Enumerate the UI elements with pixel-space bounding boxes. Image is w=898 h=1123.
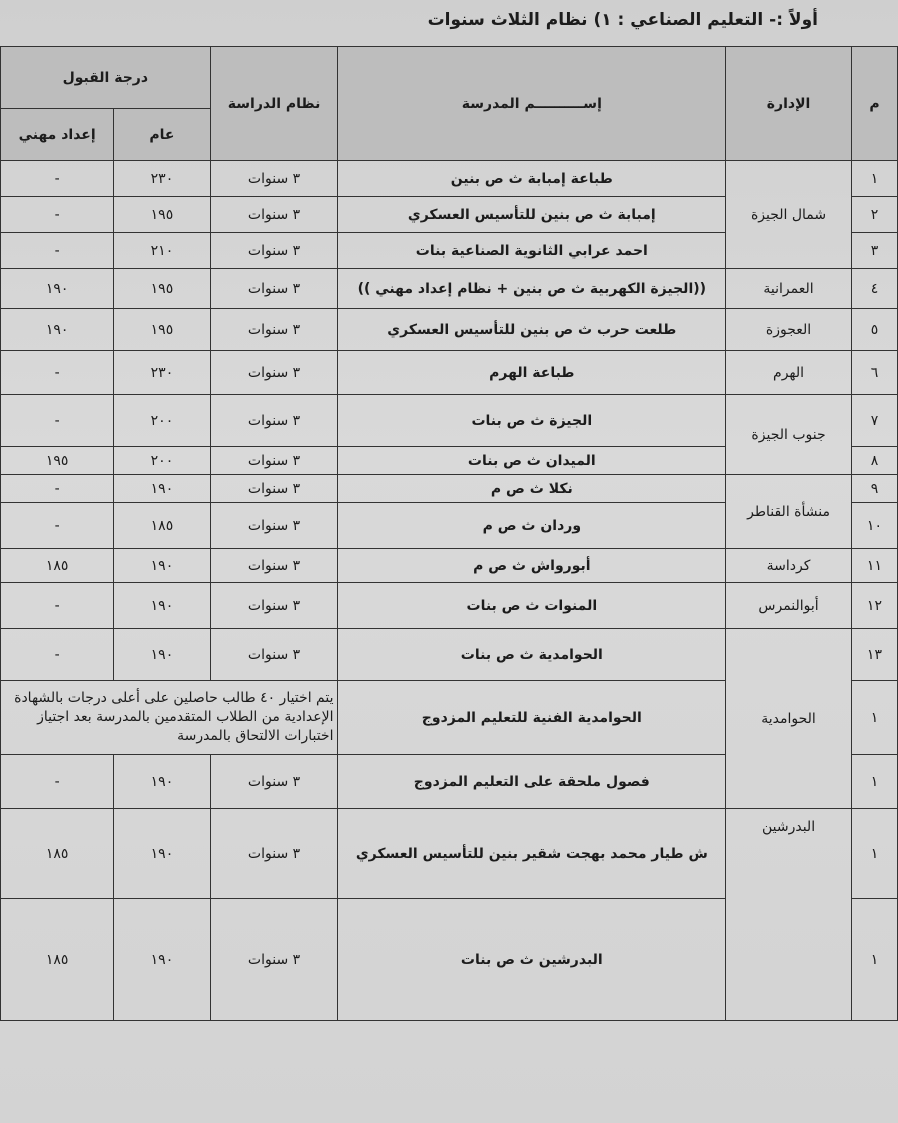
school-name: احمد عرابي الثانوية الصناعية بنات (338, 233, 726, 269)
row-num: ١ (851, 161, 897, 197)
row-num: ٤ (851, 269, 897, 309)
grade-prep: - (1, 629, 114, 681)
admin-cell: العجوزة (726, 309, 852, 351)
grade-general: ١٩٠ (114, 629, 210, 681)
school-name: طباعة إمبابة ث ص بنين (338, 161, 726, 197)
table-row (1, 475, 898, 503)
grade-general: ١٩٠ (114, 755, 210, 809)
grade-general: ٢٣٠ (114, 351, 210, 395)
school-name: البدرشين ث ص بنات (338, 899, 726, 1021)
study-system: ٣ سنوات (210, 475, 338, 503)
row-num: ١٣ (851, 629, 897, 681)
school-name: الجيزة ث ص بنات (338, 395, 726, 447)
row-num: ١ (851, 755, 897, 809)
grade-prep: - (1, 197, 114, 233)
study-system: ٣ سنوات (210, 233, 338, 269)
header-system: نظام الدراسة (210, 47, 338, 161)
school-name: أبورواش ث ص م (338, 549, 726, 583)
row-num: ٣ (851, 233, 897, 269)
study-system: ٣ سنوات (210, 629, 338, 681)
school-name: الميدان ث ص بنات (338, 447, 726, 475)
grade-prep: - (1, 503, 114, 549)
school-name: طباعة الهرم (338, 351, 726, 395)
study-system: ٣ سنوات (210, 899, 338, 1021)
grade-general: ١٩٥ (114, 197, 210, 233)
study-system: ٣ سنوات (210, 447, 338, 475)
header-admin: الإدارة (726, 47, 852, 161)
page-title: أولاً :- التعليم الصناعي : ١) نظام الثلاث سنوات (427, 10, 818, 30)
grade-general: ١٩٥ (114, 269, 210, 309)
grade-prep: ١٩٠ (1, 269, 114, 309)
school-name: المنوات ث ص بنات (338, 583, 726, 629)
table-row (1, 269, 898, 309)
row-num: ٩ (851, 475, 897, 503)
school-name: ((الجيزة الكهربية ث ص بنين + نظام إعداد مهني )) (338, 269, 726, 309)
row-num: ١١ (851, 549, 897, 583)
grade-general: ١٩٠ (114, 475, 210, 503)
grade-prep: ١٨٥ (1, 899, 114, 1021)
school-name: إمبابة ث ص بنين للتأسيس العسكري (338, 197, 726, 233)
study-system: ٣ سنوات (210, 197, 338, 233)
header-prep: إعداد مهني (1, 109, 114, 161)
row-num: ١ (851, 899, 897, 1021)
school-name: الحوامدية الفنية للتعليم المزدوج (338, 681, 726, 755)
grade-prep: ١٨٥ (1, 809, 114, 899)
grade-prep: - (1, 161, 114, 197)
admin-cell: أبوالنمرس (726, 583, 852, 629)
grade-prep: ١٩٥ (1, 447, 114, 475)
school-name: الحوامدية ث ص بنات (338, 629, 726, 681)
study-system: ٣ سنوات (210, 395, 338, 447)
school-name: طلعت حرب ث ص بنين للتأسيس العسكري (338, 309, 726, 351)
row-num: ٦ (851, 351, 897, 395)
grade-prep: ١٨٥ (1, 549, 114, 583)
row-num: ٢ (851, 197, 897, 233)
school-name: نكلا ث ص م (338, 475, 726, 503)
grade-general: ١٨٥ (114, 503, 210, 549)
table-row (1, 161, 898, 197)
table-row (1, 395, 898, 447)
row-num: ١ (851, 809, 897, 899)
grade-general: ١٩٠ (114, 809, 210, 899)
grade-prep: - (1, 755, 114, 809)
table-row (1, 351, 898, 395)
header-general: عام (114, 109, 210, 161)
grade-general: ١٩٠ (114, 549, 210, 583)
school-name: وردان ث ص م (338, 503, 726, 549)
grade-general: ١٩٥ (114, 309, 210, 351)
selection-note: يتم اختيار ٤٠ طالب حاصلين على أعلى درجات بالشهادة الإعدادية من الطلاب المتقدمين بالمدرسة بعد اجتياز اختبارات الالتحاق بالمدرسة (1, 681, 338, 755)
table-row (1, 629, 898, 681)
admin-cell: شمال الجيزة (726, 161, 852, 269)
grade-general: ١٩٠ (114, 899, 210, 1021)
grade-prep: ١٩٠ (1, 309, 114, 351)
admin-cell: كرداسة (726, 549, 852, 583)
admin-cell: الهرم (726, 351, 852, 395)
grade-general: ٢١٠ (114, 233, 210, 269)
row-num: ١٠ (851, 503, 897, 549)
study-system: ٣ سنوات (210, 503, 338, 549)
header-row (1, 47, 898, 109)
study-system: ٣ سنوات (210, 583, 338, 629)
table-row (1, 549, 898, 583)
school-name: فصول ملحقة على التعليم المزدوج (338, 755, 726, 809)
study-system: ٣ سنوات (210, 269, 338, 309)
admin-cell: جنوب الجيزة (726, 395, 852, 475)
admin-cell: منشأة القناطر (726, 475, 852, 549)
grade-prep: - (1, 233, 114, 269)
grade-general: ٢٠٠ (114, 447, 210, 475)
grade-general: ٢٣٠ (114, 161, 210, 197)
table-row (1, 583, 898, 629)
school-name: ش طيار محمد بهجت شقير بنين للتأسيس العسكري (338, 809, 726, 899)
study-system: ٣ سنوات (210, 309, 338, 351)
row-num: ١٢ (851, 583, 897, 629)
schools-table (0, 46, 898, 1021)
header-school: إســــــــــم المدرسة (338, 47, 726, 161)
admin-cell: الحوامدية (726, 629, 852, 809)
admin-cell: العمرانية (726, 269, 852, 309)
grade-prep: - (1, 583, 114, 629)
grade-prep: - (1, 395, 114, 447)
table-row (1, 309, 898, 351)
row-num: ٨ (851, 447, 897, 475)
header-num: م (851, 47, 897, 161)
row-num: ٥ (851, 309, 897, 351)
header-grade: درجة القبول (1, 47, 211, 109)
row-num: ١ (851, 681, 897, 755)
study-system: ٣ سنوات (210, 549, 338, 583)
grade-prep: - (1, 475, 114, 503)
grade-general: ٢٠٠ (114, 395, 210, 447)
study-system: ٣ سنوات (210, 351, 338, 395)
row-num: ٧ (851, 395, 897, 447)
table-row (1, 809, 898, 899)
grade-prep: - (1, 351, 114, 395)
admin-cell: البدرشين (726, 809, 852, 1021)
study-system: ٣ سنوات (210, 161, 338, 197)
study-system: ٣ سنوات (210, 809, 338, 899)
study-system: ٣ سنوات (210, 755, 338, 809)
grade-general: ١٩٠ (114, 583, 210, 629)
